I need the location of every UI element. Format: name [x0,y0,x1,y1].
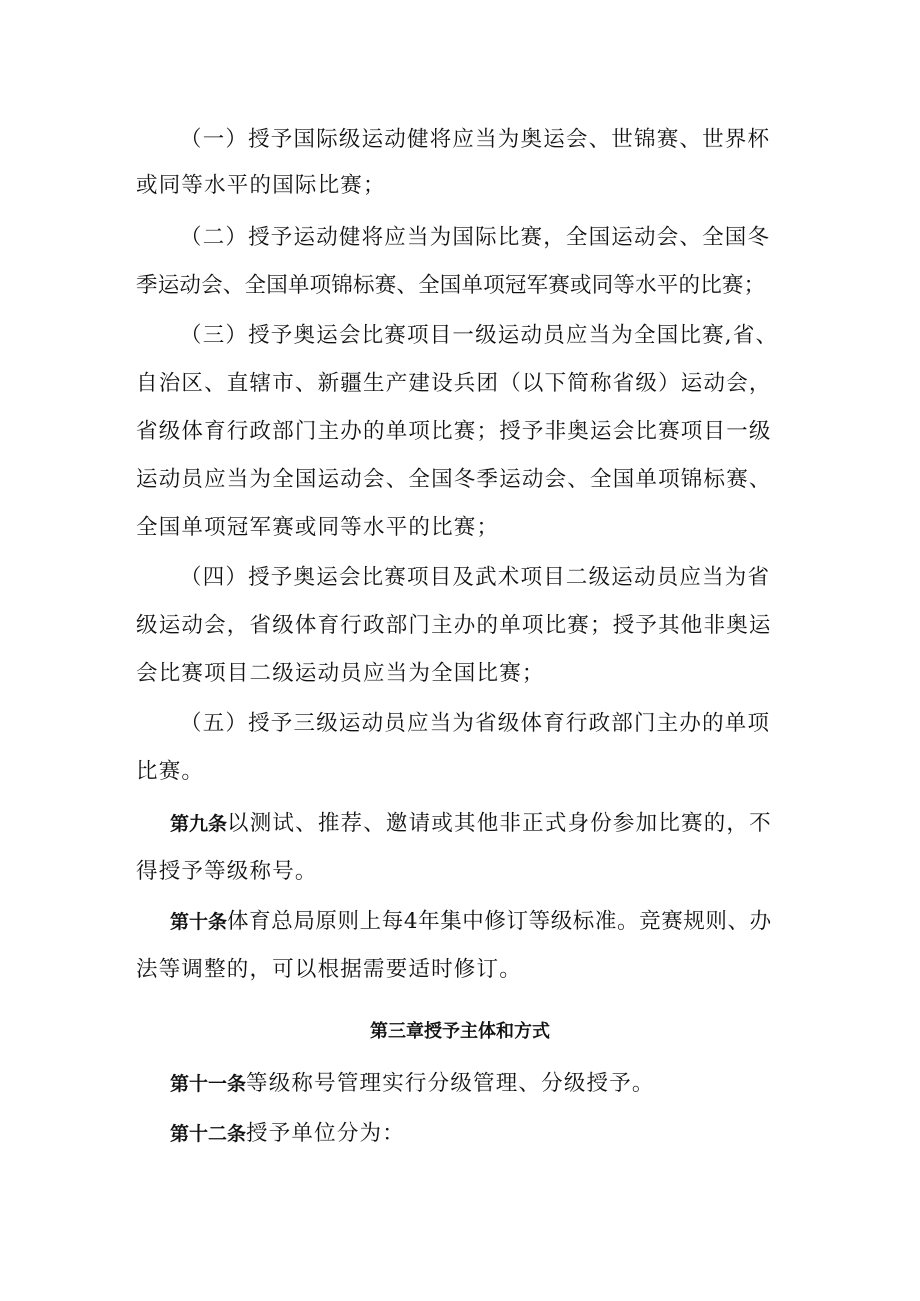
list-item-3-line-2: 自治区、直辖市、新疆生产建设兵团（以下简称省级）运动会， [136,371,772,396]
list-item-4-line-1: （四）授予奥运会比赛项目及武术项目二级运动员应当为省 [180,565,771,590]
list-item-3-line-1: （三）授予奥运会比赛项目一级运动员应当为全国比赛,省、 [180,323,779,348]
list-item-1-line-1: （一）授予国际级运动健将应当为奥运会、世锦赛、世界杯 [180,127,771,152]
article-12-text: 授予单位分为： [246,1121,405,1146]
list-item-5-line-1: （五）授予三级运动员应当为省级体育行政部门主办的单项 [180,711,771,736]
list-item-4-line-2: 级运动会，省级体育行政部门主办的单项比赛；授予其他非奥运 [136,613,772,638]
article-10-line-1 [0,900,920,944]
article-9-label: 第九条 [170,813,228,835]
list-item-2-line-1: （二）授予运动健将应当为国际比赛，全国运动会、全国冬 [180,225,771,250]
article-10-text: 体育总局原则上每4年集中修订等级标准。竞赛规则、办 [227,909,772,934]
article-10-line-2: 法等调整的，可以根据需要适时修订。 [136,957,522,982]
article-9-line-2: 得授予等级称号。 [136,859,318,884]
article-11-label: 第十一条 [170,1073,247,1095]
article-9-text: 以测试、推荐、邀请或其他非正式身份参加比赛的，不 [227,811,772,836]
article-12-line [0,1112,920,1156]
article-9-line-1 [0,802,920,846]
list-item-4-line-3: 会比赛项目二级运动员应当为全国比赛； [136,661,545,686]
article-10-label: 第十条 [170,911,228,933]
article-11-text: 等级称号管理实行分级管理、分级授予。 [246,1071,655,1096]
list-item-3-line-5: 全国单项冠军赛或同等水平的比赛； [136,515,500,540]
list-item-1-line-2: 或同等水平的国际比赛； [136,173,386,198]
list-item-2-line-2: 季运动会、全国单项锦标赛、全国单项冠军赛或同等水平的比赛； [136,273,766,298]
article-12-label: 第十二条 [170,1123,247,1145]
article-11-line [0,1062,920,1106]
list-item-3-line-3: 省级体育行政部门主办的单项比赛；授予非奥运会比赛项目一级 [136,419,772,444]
list-item-3-line-4: 运动员应当为全国运动会、全国冬季运动会、全国单项锦标赛、 [136,467,772,492]
chapter-title: 第三章授予主体和方式 [370,1021,550,1042]
list-item-5-line-2: 比赛。 [136,759,205,784]
